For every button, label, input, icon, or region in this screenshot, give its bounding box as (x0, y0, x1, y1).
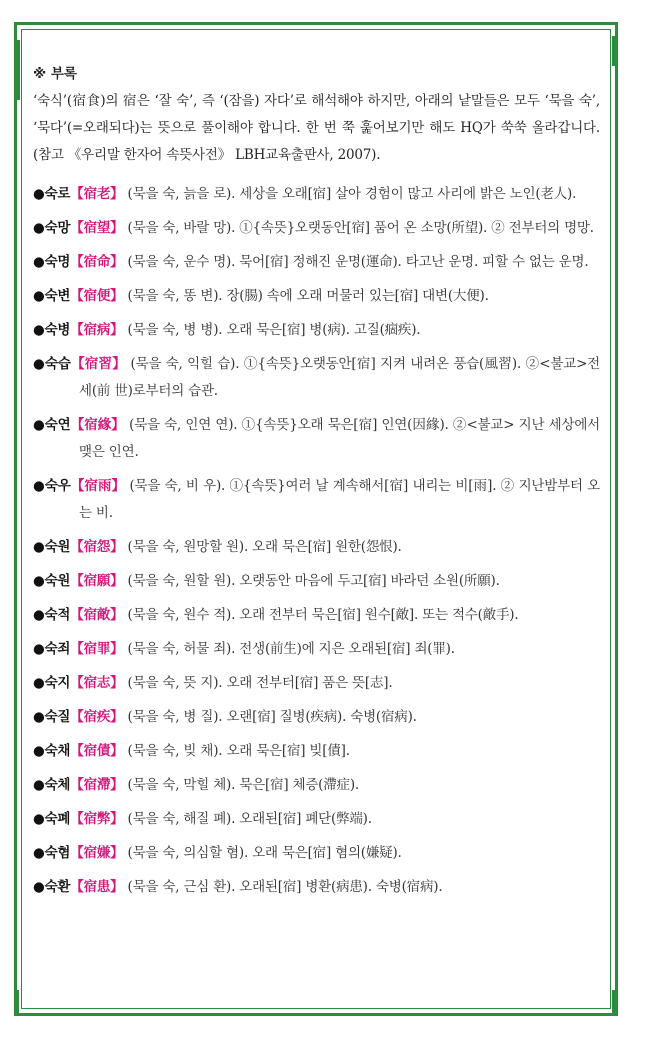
glossary-definition: (묵을 숙, 허물 죄). 전생(前生)에 지은 오래된[宿] 죄(罪). (123, 641, 455, 657)
glossary-entry (33, 317, 600, 344)
glossary-word: ●숙연 (33, 417, 71, 433)
glossary-list (33, 181, 600, 901)
appendix-intro: ‘숙식’(宿食)의 宿은 ‘잘 숙’, 즉 ‘(잠을) 자다’로 해석해야 하지만, 아래의 낱말들은 모두 ‘묵을 숙’, ‘묵다’(=오래되다)는 뜻으로 풀이해야 합니다. 한 번 쭉 훑어보기만 해도 HQ가 쑥쑥 올라갑니다. (참고 《우리말 한자어 속뜻사전》 LBH교육출판사, 2007). (33, 93, 600, 163)
glossary-definition: (묵을 숙, 원할 원). 오랫동안 마음에 두고[宿] 바라던 소원(所願). (123, 573, 500, 589)
glossary-definition: (묵을 숙, 원수 적). 오래 전부터 묵은[宿] 원수[敵]. 또는 적수(敵手). (123, 607, 519, 623)
glossary-word: ●숙혐 (33, 845, 71, 861)
glossary-definition: (묵을 숙, 인연 연). ①{속뜻}오래 묵은[宿] 인연(因緣). ②<불교> 지난 세상에서 맺은 인연. (79, 417, 601, 460)
glossary-hanja: 【宿緣】 (70, 417, 125, 433)
glossary-entry (33, 351, 600, 405)
glossary-hanja: 【宿罪】 (70, 641, 124, 657)
glossary-hanja: 【宿老】 (70, 186, 124, 202)
glossary-word: ●숙로 (33, 186, 71, 202)
glossary-entry (33, 249, 600, 276)
glossary-entry (33, 473, 600, 527)
glossary-definition: (묵을 숙, 근심 환). 오래된[宿] 병환(病患). 숙병(宿病). (123, 879, 443, 895)
glossary-definition: (묵을 숙, 비 우). ①{속뜻}여러 날 계속해서[宿] 내리는 비[雨]. ② 지난밤부터 오는 비. (79, 478, 601, 521)
glossary-definition: (묵을 숙, 늙을 로). 세상을 오래[宿] 살아 경험이 많고 사리에 밝은 노인(老人). (123, 186, 577, 202)
glossary-hanja: 【宿雨】 (70, 478, 126, 494)
glossary-entry (33, 568, 600, 595)
glossary-hanja: 【宿怨】 (70, 539, 124, 555)
glossary-entry (33, 534, 600, 561)
glossary-word: ●숙망 (33, 220, 71, 236)
glossary-definition: (묵을 숙, 바랄 망). ①{속뜻}오랫동안[宿] 품어 온 소망(所望). ② 전부터의 명망. (123, 220, 594, 236)
glossary-definition: (묵을 숙, 해질 폐). 오래된[宿] 폐단(弊端). (123, 811, 372, 827)
glossary-word: ●숙채 (33, 743, 71, 759)
glossary-entry (33, 840, 600, 867)
glossary-word: ●숙체 (33, 777, 71, 793)
glossary-hanja: 【宿疾】 (70, 709, 124, 725)
glossary-definition: (묵을 숙, 병 질). 오랜[宿] 질병(疾病). 숙병(宿病). (123, 709, 417, 725)
glossary-word: ●숙질 (33, 709, 71, 725)
glossary-hanja: 【宿願】 (70, 573, 124, 589)
glossary-definition: (묵을 숙, 원망할 원). 오래 묵은[宿] 원한(怨恨). (123, 539, 402, 555)
glossary-hanja: 【宿患】 (70, 879, 124, 895)
glossary-hanja: 【宿病】 (70, 322, 124, 338)
glossary-hanja: 【宿敵】 (70, 607, 124, 623)
glossary-definition: (묵을 숙, 똥 변). 장(腸) 속에 오래 머물러 있는[宿] 대변(大便). (123, 288, 489, 304)
glossary-entry (33, 602, 600, 629)
glossary-word: ●숙명 (33, 254, 71, 270)
glossary-definition: (묵을 숙, 막힐 체). 묵은[宿] 체증(滯症). (123, 777, 360, 793)
glossary-entry (33, 874, 600, 901)
glossary-hanja: 【宿債】 (70, 743, 124, 759)
glossary-entry (33, 283, 600, 310)
glossary-word: ●숙우 (33, 478, 71, 494)
glossary-word: ●숙지 (33, 675, 71, 691)
glossary-entry (33, 738, 600, 765)
glossary-word: ●숙적 (33, 607, 71, 623)
glossary-definition: (묵을 숙, 운수 명). 묵어[宿] 정해진 운명(運命). 타고난 운명. 피할 수 없는 운명. (123, 254, 589, 270)
glossary-definition: (묵을 숙, 의심할 혐). 오래 묵은[宿] 혐의(嫌疑). (123, 845, 402, 861)
glossary-definition: (묵을 숙, 뜻 지). 오래 전부터[宿] 품은 뜻[志]. (123, 675, 393, 691)
glossary-hanja: 【宿望】 (70, 220, 124, 236)
frame-accent-left (14, 40, 20, 100)
glossary-word: ●숙원 (33, 573, 71, 589)
glossary-entry (33, 670, 600, 697)
glossary-hanja: 【宿命】 (70, 254, 124, 270)
glossary-entry (33, 412, 600, 466)
glossary-hanja: 【宿志】 (70, 675, 124, 691)
glossary-hanja: 【宿弊】 (70, 811, 124, 827)
glossary-entry (33, 806, 600, 833)
appendix-heading: ※ 부록 (33, 66, 77, 82)
frame-accent-bottom-right (612, 990, 617, 1014)
glossary-word: ●숙폐 (33, 811, 71, 827)
glossary-hanja: 【宿便】 (70, 288, 124, 304)
frame-accent-bottom-left (14, 990, 19, 1014)
glossary-entry (33, 181, 600, 208)
glossary-entry (33, 636, 600, 663)
glossary-entry (33, 215, 600, 242)
glossary-entry (33, 704, 600, 731)
glossary-word: ●숙원 (33, 539, 71, 555)
frame-accent-right (612, 36, 617, 66)
glossary-hanja: 【宿習】 (70, 356, 126, 372)
document-content (33, 62, 600, 908)
glossary-definition: (묵을 숙, 병 병). 오래 묵은[宿] 병(病). 고질(痼疾). (123, 322, 421, 338)
glossary-word: ●숙변 (33, 288, 71, 304)
glossary-word: ●숙습 (33, 356, 71, 372)
glossary-hanja: 【宿滯】 (70, 777, 124, 793)
glossary-word: ●숙죄 (33, 641, 71, 657)
glossary-word: ●숙환 (33, 879, 71, 895)
glossary-hanja: 【宿嫌】 (70, 845, 124, 861)
glossary-definition: (묵을 숙, 익힐 습). ①{속뜻}오랫동안[宿] 지켜 내려온 풍습(風習). ②<불교>전세(前 世)로부터의 습관. (79, 356, 601, 399)
glossary-entry (33, 772, 600, 799)
glossary-word: ●숙병 (33, 322, 71, 338)
glossary-definition: (묵을 숙, 빚 채). 오래 묵은[宿] 빚[債]. (123, 743, 350, 759)
